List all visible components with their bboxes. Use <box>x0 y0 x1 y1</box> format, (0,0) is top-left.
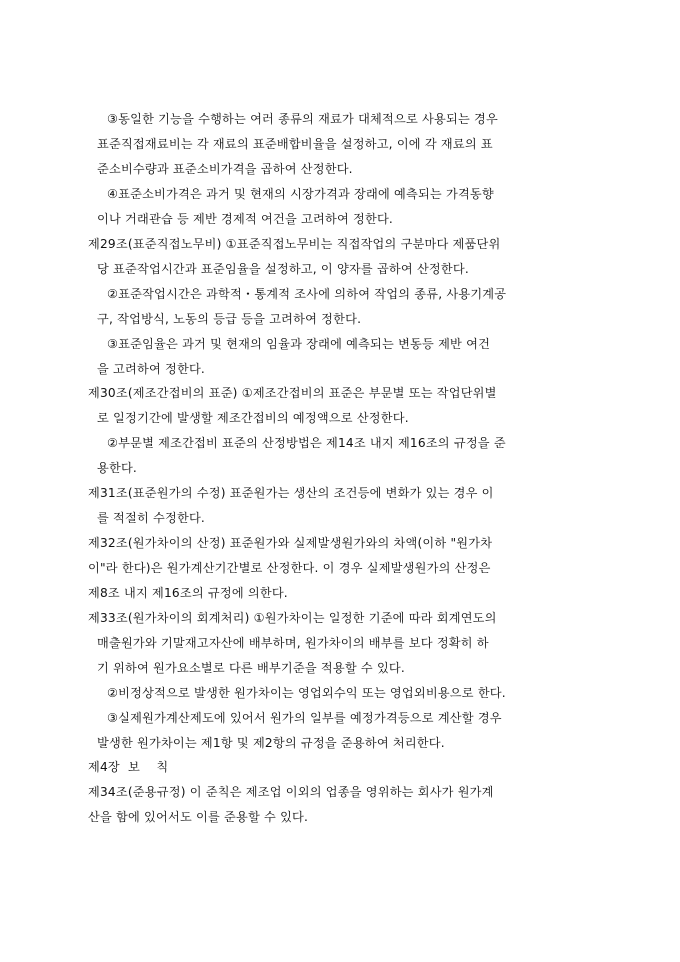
text-line: 용한다. <box>97 461 137 475</box>
text-line: 제8조 내지 제16조의 규정에 의한다. <box>88 586 288 600</box>
article-heading-line: 제29조(표준직접노무비) ①표준직접노무비는 직접작업의 구분마다 제품단위 <box>88 237 501 251</box>
text-line: ②비정상적으로 발생한 원가차이는 영업외수익 또는 영업외비용으로 한다. <box>107 686 506 700</box>
text-line: 매출원가와 기말재고자산에 배부하며, 원가차이의 배부를 보다 정확히 하 <box>97 636 489 650</box>
text-line: 이나 거래관습 등 제반 경제적 여건을 고려하여 정한다. <box>97 212 394 226</box>
text-line: 을 고려하여 정한다. <box>97 362 206 376</box>
text-line: ③표준임율은 과거 및 현재의 임율과 장래에 예측되는 변동등 제반 여건 <box>107 337 491 351</box>
chapter-heading: 제4장 보 칙 <box>88 760 169 774</box>
text-line: 로 일정기간에 발생할 제조간접비의 예정액으로 산정한다. <box>97 411 409 425</box>
text-line: ④표준소비가격은 과거 및 현재의 시장가격과 장래에 예측되는 가격동향 <box>107 187 494 201</box>
text-line: 산을 함에 있어서도 이를 준용할 수 있다. <box>88 810 309 824</box>
text-line: 를 적절히 수정한다. <box>97 511 206 525</box>
text-line: ②부문별 제조간접비 표준의 산정방법은 제14조 내지 제16조의 규정을 준 <box>107 436 506 450</box>
text-line: ③동일한 기능을 수행하는 여러 종류의 재료가 대체적으로 사용되는 경우 <box>107 112 498 126</box>
article-heading-line: 제34조(준용규정) 이 준칙은 제조업 이외의 업종을 영위하는 회사가 원가계 <box>88 785 494 799</box>
text-line: 구, 작업방식, 노동의 등급 등을 고려하여 정한다. <box>97 312 362 326</box>
text-line: 기 위하여 원가요소별로 다른 배부기준을 적용할 수 있다. <box>97 661 405 675</box>
text-line: 표준직접재료비는 각 재료의 표준배합비율을 설정하고, 이에 각 재료의 표 <box>97 137 493 151</box>
text-line: 준소비수량과 표준소비가격을 곱하여 산정한다. <box>97 162 353 176</box>
article-heading-line: 제30조(제조간접비의 표준) ①제조간접비의 표준은 부문별 또는 작업단위별 <box>88 386 497 400</box>
text-line: ③실제원가계산제도에 있어서 원가의 일부를 예정가격등으로 계산할 경우 <box>107 711 502 725</box>
text-line: ②표준작업시간은 과학적・통계적 조사에 의하여 작업의 종류, 사용기계공 <box>107 287 507 301</box>
text-line: 이"라 한다)은 원가계산기간별로 산정한다. 이 경우 실제발생원가의 산정은 <box>88 561 491 575</box>
article-heading-line: 제31조(표준원가의 수정) 표준원가는 생산의 조건등에 변화가 있는 경우 이 <box>88 486 494 500</box>
text-line: 당 표준작업시간과 표준임율을 설정하고, 이 양자를 곱하여 산정한다. <box>97 262 469 276</box>
text-line: 발생한 원가차이는 제1항 및 제2항의 규정을 준용하여 처리한다. <box>97 736 445 750</box>
article-heading-line: 제32조(원가차이의 산정) 표준원가와 실제발생원가와의 차액(이하 "원가차 <box>88 536 493 550</box>
article-heading-line: 제33조(원가차이의 회계처리) ①원가차이는 일정한 기준에 따라 회계연도의 <box>88 611 497 625</box>
